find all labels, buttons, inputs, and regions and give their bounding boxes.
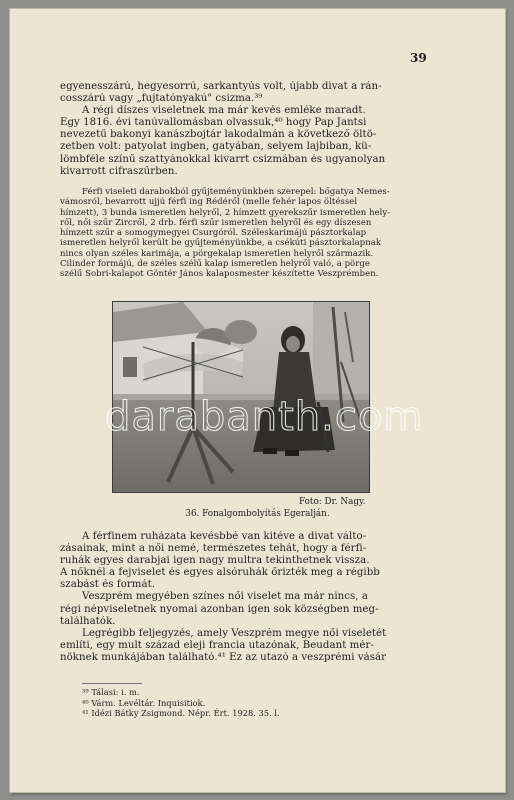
footnote: ⁴¹ Idézi Bátky Zsigmond. Népr. Ért. 1928. 35. l.	[82, 708, 280, 718]
text-line: cosszárú vagy „fujtatónyakú" csizma.³⁹	[60, 93, 263, 105]
text-line: régi népviseletnek nyomai azonban igen sok községben meg-	[60, 603, 379, 615]
footnote-divider	[82, 683, 142, 684]
photograph-yarn-winding	[112, 301, 370, 493]
text-line: A nőknél a fejviselet és egyes alsóruhák őrizték meg a régibb	[60, 567, 380, 579]
text-line: nevezetű bakonyi kanászbojtár lakodalmán a következő öltö-	[60, 129, 377, 141]
text-line: ruhák egyes darabjai igen nagy multra tekinthetnek vissza.	[60, 555, 370, 567]
footnote: ³⁹ Tálasi: i. m.	[82, 687, 140, 697]
text-line: egyenesszárú, hegyesorrú, sarkantyús volt, újabb divat a rán-	[60, 81, 382, 92]
page-number: 39	[410, 51, 427, 65]
book-page	[10, 9, 505, 792]
text-line: szabást és formát.	[60, 579, 156, 591]
text-line: lömbféle színű szattyánokkal kivarrt csizmában és ugyanolyan	[60, 153, 386, 165]
small-text-line: ismeretlen helyről került be gyűjteményünkbe, a csékúti pásztorkalapnak	[60, 238, 382, 249]
small-text-line: vámosról, bevarrott ujjú férfi ing Rédéről (melle fehér lapos öltéssel	[60, 197, 358, 208]
small-text-line: ről, női szűr Zircről, 2 drb. férfi szűr ismeretlen helyről és egy díszesen	[60, 217, 372, 228]
small-text-line: Cilinder formájú, de széles szélű kalap ismeretlen helyről való, a pörge	[60, 259, 370, 270]
figure-caption: 36. Fonalgombolyítás Egeralján.	[185, 509, 330, 519]
small-text-line: szélű Sobri-kalapot Göntér János kalaposmester készítette Veszprémben.	[60, 269, 379, 280]
small-text-line: hímzett), 3 bunda ismeretlen helyről, 2 hímzett gyerekszűr ismeretlen hely-	[60, 207, 391, 218]
small-text-line: hímzett szűr a somogymegyei Csurgóról. Széleskarimájú pásztorkalap	[60, 228, 367, 239]
photo-illustration	[113, 302, 369, 492]
footnotes	[60, 687, 430, 719]
text-line: A férfinem ruházata kevésbbé van kitéve a divat válto-	[82, 531, 367, 542]
body-text-bottom	[60, 531, 430, 664]
text-line: zetben volt: patyolat ingben, gatyában, selyem lajbiban, kü-	[60, 141, 372, 153]
text-line: A régi díszes viseletnek ma már kevés emléke maradt.	[82, 105, 366, 117]
photo-credit: Foto: Dr. Nagy.	[299, 497, 366, 507]
small-print-note	[60, 187, 430, 280]
text-line: Egy 1816. évi tanúvallomásban olvassuk,⁴⁰ hogy Pap Jantsi	[60, 117, 367, 129]
footnote: ⁴⁰ Várm. Levéltár. Inquisitiok.	[82, 697, 206, 708]
text-line: Legrégibb feljegyzés, amely Veszprém megye női viseletét	[82, 627, 387, 639]
body-text-top	[60, 81, 430, 178]
small-text-line: nincs olyan széles karimája, a pörgekalap ismeretlen helyről származik.	[60, 248, 374, 259]
text-line: nöknek munkájában található.⁴¹ Ez az utazó a veszprémi vásár	[60, 651, 387, 663]
small-text-line: Férfi viseleti darabokból gyűjteményünkben szerepel: bőgatya Nemes-	[82, 187, 390, 197]
text-line: Veszprém megyében színes női viselet ma már nincs, a	[82, 591, 368, 603]
text-line: találhatók.	[60, 615, 116, 627]
text-line: említi, egy mult század eleji francia utazónak, Beudant mér-	[60, 639, 374, 651]
text-line: kivarrott cifraszűrben.	[60, 165, 178, 177]
text-line: zásainak, mint a női nemé, természetes tehát, hogy a férfi-	[60, 543, 367, 555]
